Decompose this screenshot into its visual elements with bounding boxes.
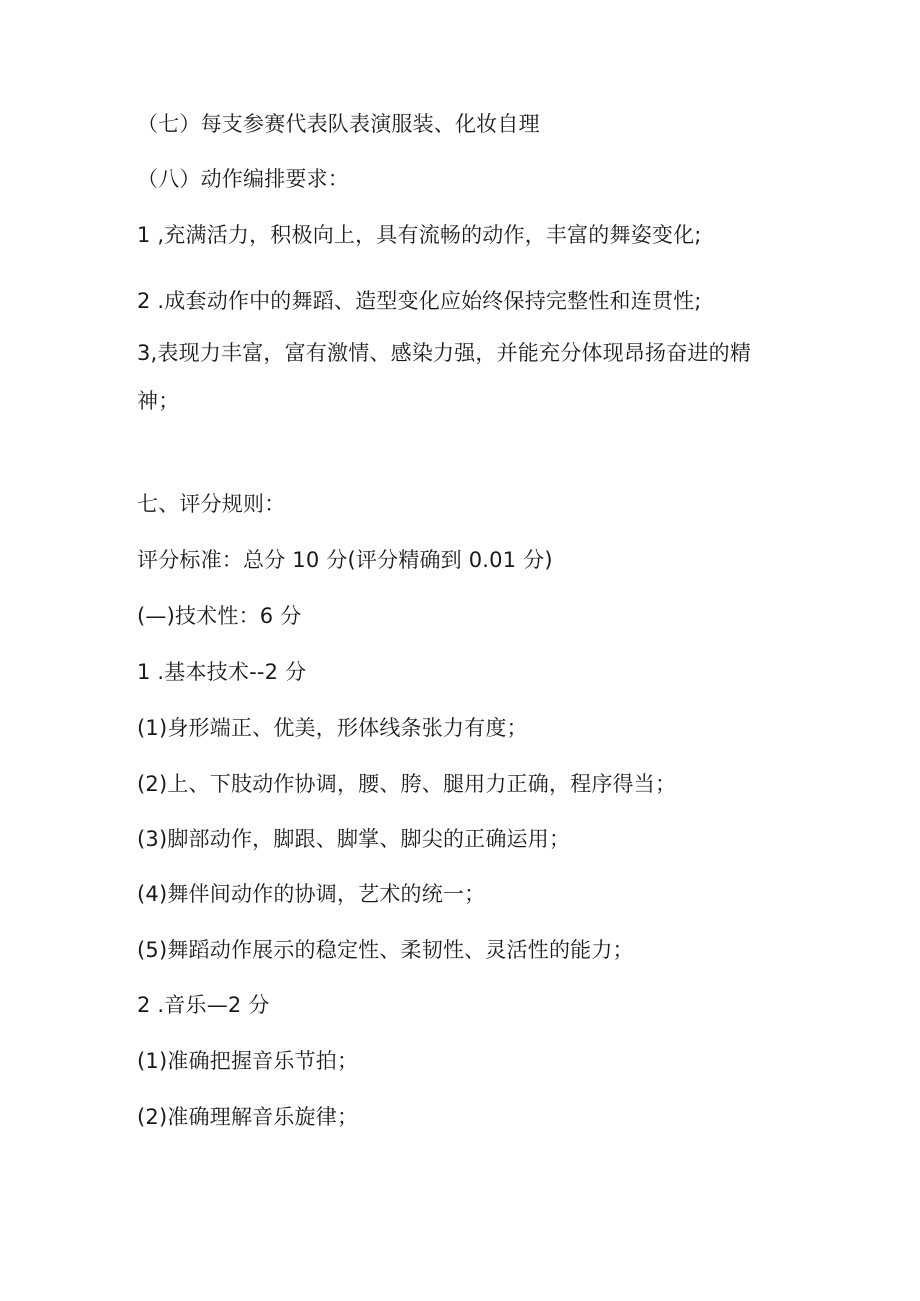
text-line-music-item-2: (2)准确理解音乐旋律；	[137, 1105, 359, 1129]
text-line-requirement-3: 3,表现力丰富，富有激情、感染力强，并能充分体现昂扬奋进的精	[137, 341, 752, 365]
text-line-requirement-3-cont: 神；	[137, 389, 180, 413]
text-line-item-5: (5)舞蹈动作展示的稳定性、柔韧性、灵活性的能力；	[137, 938, 634, 962]
text-line-requirement-1: 1 ,充满活力，积极向上，具有流畅的动作，丰富的舞姿变化;	[137, 223, 702, 247]
text-line-choreography-heading: （八）动作编排要求：	[137, 167, 349, 191]
text-line-basic-technique: 1 .基本技术--2 分	[137, 660, 307, 684]
text-line-requirement-2: 2 .成套动作中的舞蹈、造型变化应始终保持完整性和连贯性;	[137, 289, 702, 313]
text-line-music: 2 .音乐—2 分	[137, 993, 270, 1017]
text-line-item-3: (3)脚部动作，脚跟、脚掌、脚尖的正确运用；	[137, 827, 571, 851]
section-heading-scoring-rules: 七、评分规则：	[137, 492, 286, 516]
text-line-costume: （七）每支参赛代表队表演服装、化妆自理	[137, 112, 540, 136]
text-line-item-1: (1)身形端正、优美，形体线条张力有度；	[137, 716, 528, 740]
text-line-scoring-standard: 评分标准：总分 10 分(评分精确到 0.01 分)	[137, 548, 553, 572]
text-line-item-2: (2)上、下肢动作协调，腰、胯、腿用力正确，程序得当；	[137, 772, 677, 796]
text-line-item-4: (4)舞伴间动作的协调，艺术的统一；	[137, 882, 486, 906]
text-line-music-item-1: (1)准确把握音乐节拍；	[137, 1049, 359, 1073]
text-line-technical: (—)技术性：6 分	[137, 604, 302, 628]
